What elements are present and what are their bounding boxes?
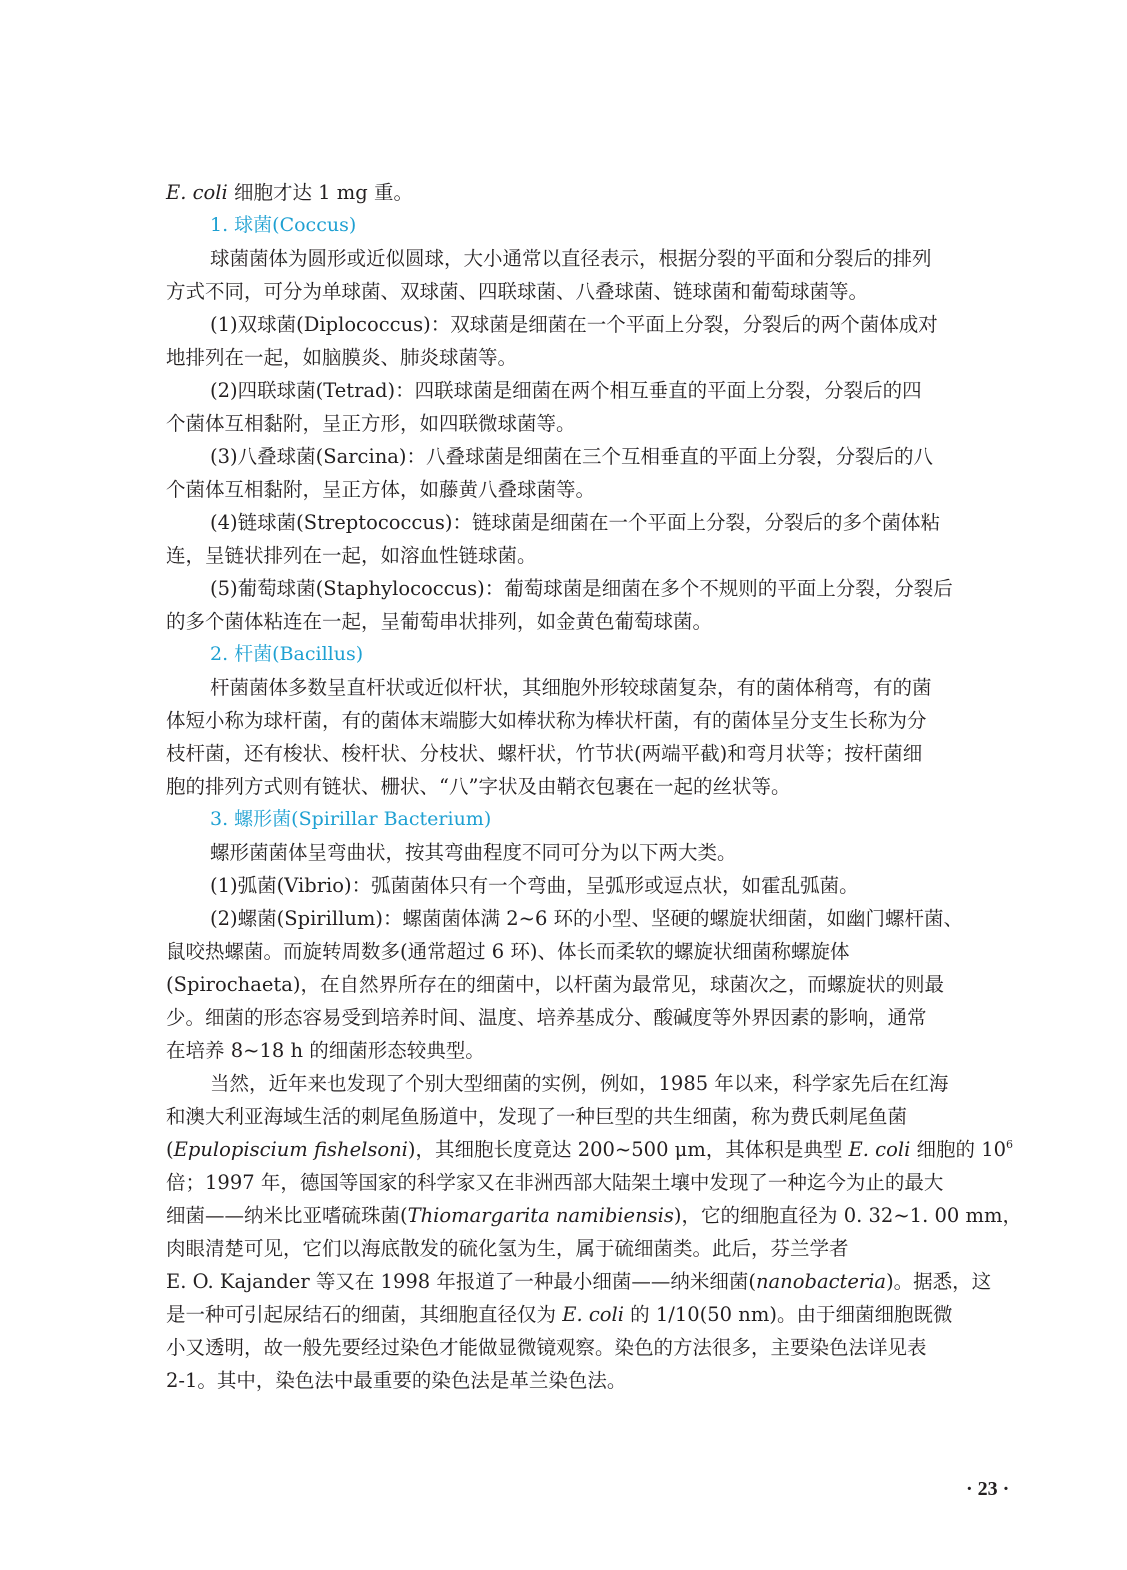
species-name: Epulopiscium fishelsoni (173, 1138, 408, 1161)
list-item-line: (4)链球菌(Streptococcus)：链球菌是细菌在一个平面上分裂，分裂后的多个菌体粘 (210, 511, 941, 534)
species-name: E. coli (166, 181, 228, 204)
list-item-line: (3)八叠球菌(Sarcina)：八叠球菌是细菌在三个互相垂直的平面上分裂，分裂后的八 (210, 445, 933, 468)
list-item-line: 连，呈链状排列在一起，如溶血性链球菌。 (166, 544, 537, 567)
list-item-line: 的多个菌体粘连在一起，呈葡萄串状排列，如金黄色葡萄球菌。 (166, 610, 713, 633)
paragraph-line: 细菌——纳米比亚嗜硫珠菌(Thiomargarita namibiensis)，它的细胞直径为 0. 32~1. 00 mm， (166, 1204, 1022, 1227)
paragraph-line: (Epulopiscium fishelsoni)，其细胞长度竟达 200~500 μm，其体积是典型 E. coli 细胞的 $10^6$ (166, 1138, 1014, 1161)
page-number: · 23 · (966, 1478, 1010, 1500)
paragraph-line: 小又透明，故一般先要经过染色才能做显微镜观察。染色的方法很多，主要染色法详见表 (166, 1336, 927, 1359)
page-body (166, 176, 1022, 1397)
paragraph-line: 螺形菌菌体呈弯曲状，按其弯曲程度不同可分为以下两大类。 (210, 841, 737, 864)
paragraph-line: 倍；1997 年，德国等国家的科学家又在非洲西部大陆架土壤中发现了一种迄今为止的最大 (166, 1171, 944, 1194)
paragraph-line: 和澳大利亚海域生活的刺尾鱼肠道中，发现了一种巨型的共生细菌，称为费氏刺尾鱼菌 (166, 1105, 908, 1128)
list-item-line: 在培养 8~18 h 的细菌形态较典型。 (166, 1039, 485, 1062)
paragraph-line: 胞的排列方式则有链状、栅状、“八”字状及由鞘衣包裹在一起的丝状等。 (166, 775, 791, 798)
paragraph-line: 当然，近年来也发现了个别大型细菌的实例，例如，1985 年以来，科学家先后在红海 (210, 1072, 949, 1095)
list-item-line: 鼠咬热螺菌。而旋转周数多(通常超过 6 环)、体长而柔软的螺旋状细菌称螺旋体 (166, 940, 850, 963)
paragraph-line: 2-1。其中，染色法中最重要的染色法是革兰染色法。 (166, 1369, 627, 1392)
paragraph-line: 是一种可引起尿结石的细菌，其细胞直径仅为 E. coli 的 1/10(50 nm)。由于细菌细胞既微 (166, 1303, 953, 1326)
list-item-line: (1)弧菌(Vibrio)：弧菌菌体只有一个弯曲，呈弧形或逗点状，如霍乱弧菌。 (210, 874, 859, 897)
list-item-line: 个菌体互相黏附，呈正方形，如四联微球菌等。 (166, 412, 576, 435)
paragraph-line: 枝杆菌，还有梭状、梭杆状、分枝状、螺杆状，竹节状(两端平截)和弯月状等；按杆菌细 (166, 742, 923, 765)
paragraph-line: 体短小称为球杆菌，有的菌体末端膨大如棒状称为棒状杆菌，有的菌体呈分支生长称为分 (166, 709, 927, 732)
list-item-line: (1)双球菌(Diplococcus)：双球菌是细菌在一个平面上分裂，分裂后的两个菌体成对 (210, 313, 938, 336)
paragraph-line: 杆菌菌体多数呈直杆状或近似杆状，其细胞外形较球菌复杂，有的菌体稍弯，有的菌 (210, 676, 932, 699)
species-name: nanobacteria (755, 1270, 887, 1293)
paragraph-line: 肉眼清楚可见，它们以海底散发的硫化氢为生，属于硫细菌类。此后，芬兰学者 (166, 1237, 849, 1260)
exponent: 6 (1006, 1138, 1014, 1151)
species-name: E. coli (562, 1303, 624, 1326)
list-item-line: 个菌体互相黏附，呈正方体，如藤黄八叠球菌等。 (166, 478, 596, 501)
species-name: E. coli (848, 1138, 911, 1161)
list-item-line: 地排列在一起，如脑膜炎、肺炎球菌等。 (166, 346, 518, 369)
section-heading-bacillus: 2. 杆菌(Bacillus) (210, 643, 364, 665)
list-item-line: (Spirochaeta)，在自然界所存在的细菌中，以杆菌为最常见，球菌次之，而螺旋状的则最 (166, 973, 944, 996)
section-heading-spirillar: 3. 螺形菌(Spirillar Bacterium) (210, 808, 492, 830)
list-item-line: (2)螺菌(Spirillum)：螺菌菌体满 2~6 环的小型、坚硬的螺旋状细菌，如幽门螺杆菌、 (210, 907, 964, 930)
species-name: Thiomargarita namibiensis (407, 1204, 674, 1227)
paragraph-line: E. O. Kajander 等又在 1998 年报道了一种最小细菌——纳米细菌(nanobacteria)。据悉，这 (166, 1270, 992, 1293)
list-item-line: (5)葡萄球菌(Staphylococcus)：葡萄球菌是细菌在多个不规则的平面上分裂，分裂后 (210, 577, 953, 600)
paragraph-line: 球菌菌体为圆形或近似圆球，大小通常以直径表示，根据分裂的平面和分裂后的排列 (210, 247, 932, 270)
section-heading-coccus: 1. 球菌(Coccus) (210, 214, 357, 236)
paragraph-line: 方式不同，可分为单球菌、双球菌、四联球菌、八叠球菌、链球菌和葡萄球菌等。 (166, 280, 869, 303)
list-item-line: (2)四联球菌(Tetrad)：四联球菌是细菌在两个相互垂直的平面上分裂，分裂后的四 (210, 379, 922, 402)
top-line: E. coli 细胞才达 1 mg 重。 (166, 181, 413, 204)
list-item-line: 少。细菌的形态容易受到培养时间、温度、培养基成分、酸碱度等外界因素的影响，通常 (166, 1006, 927, 1029)
